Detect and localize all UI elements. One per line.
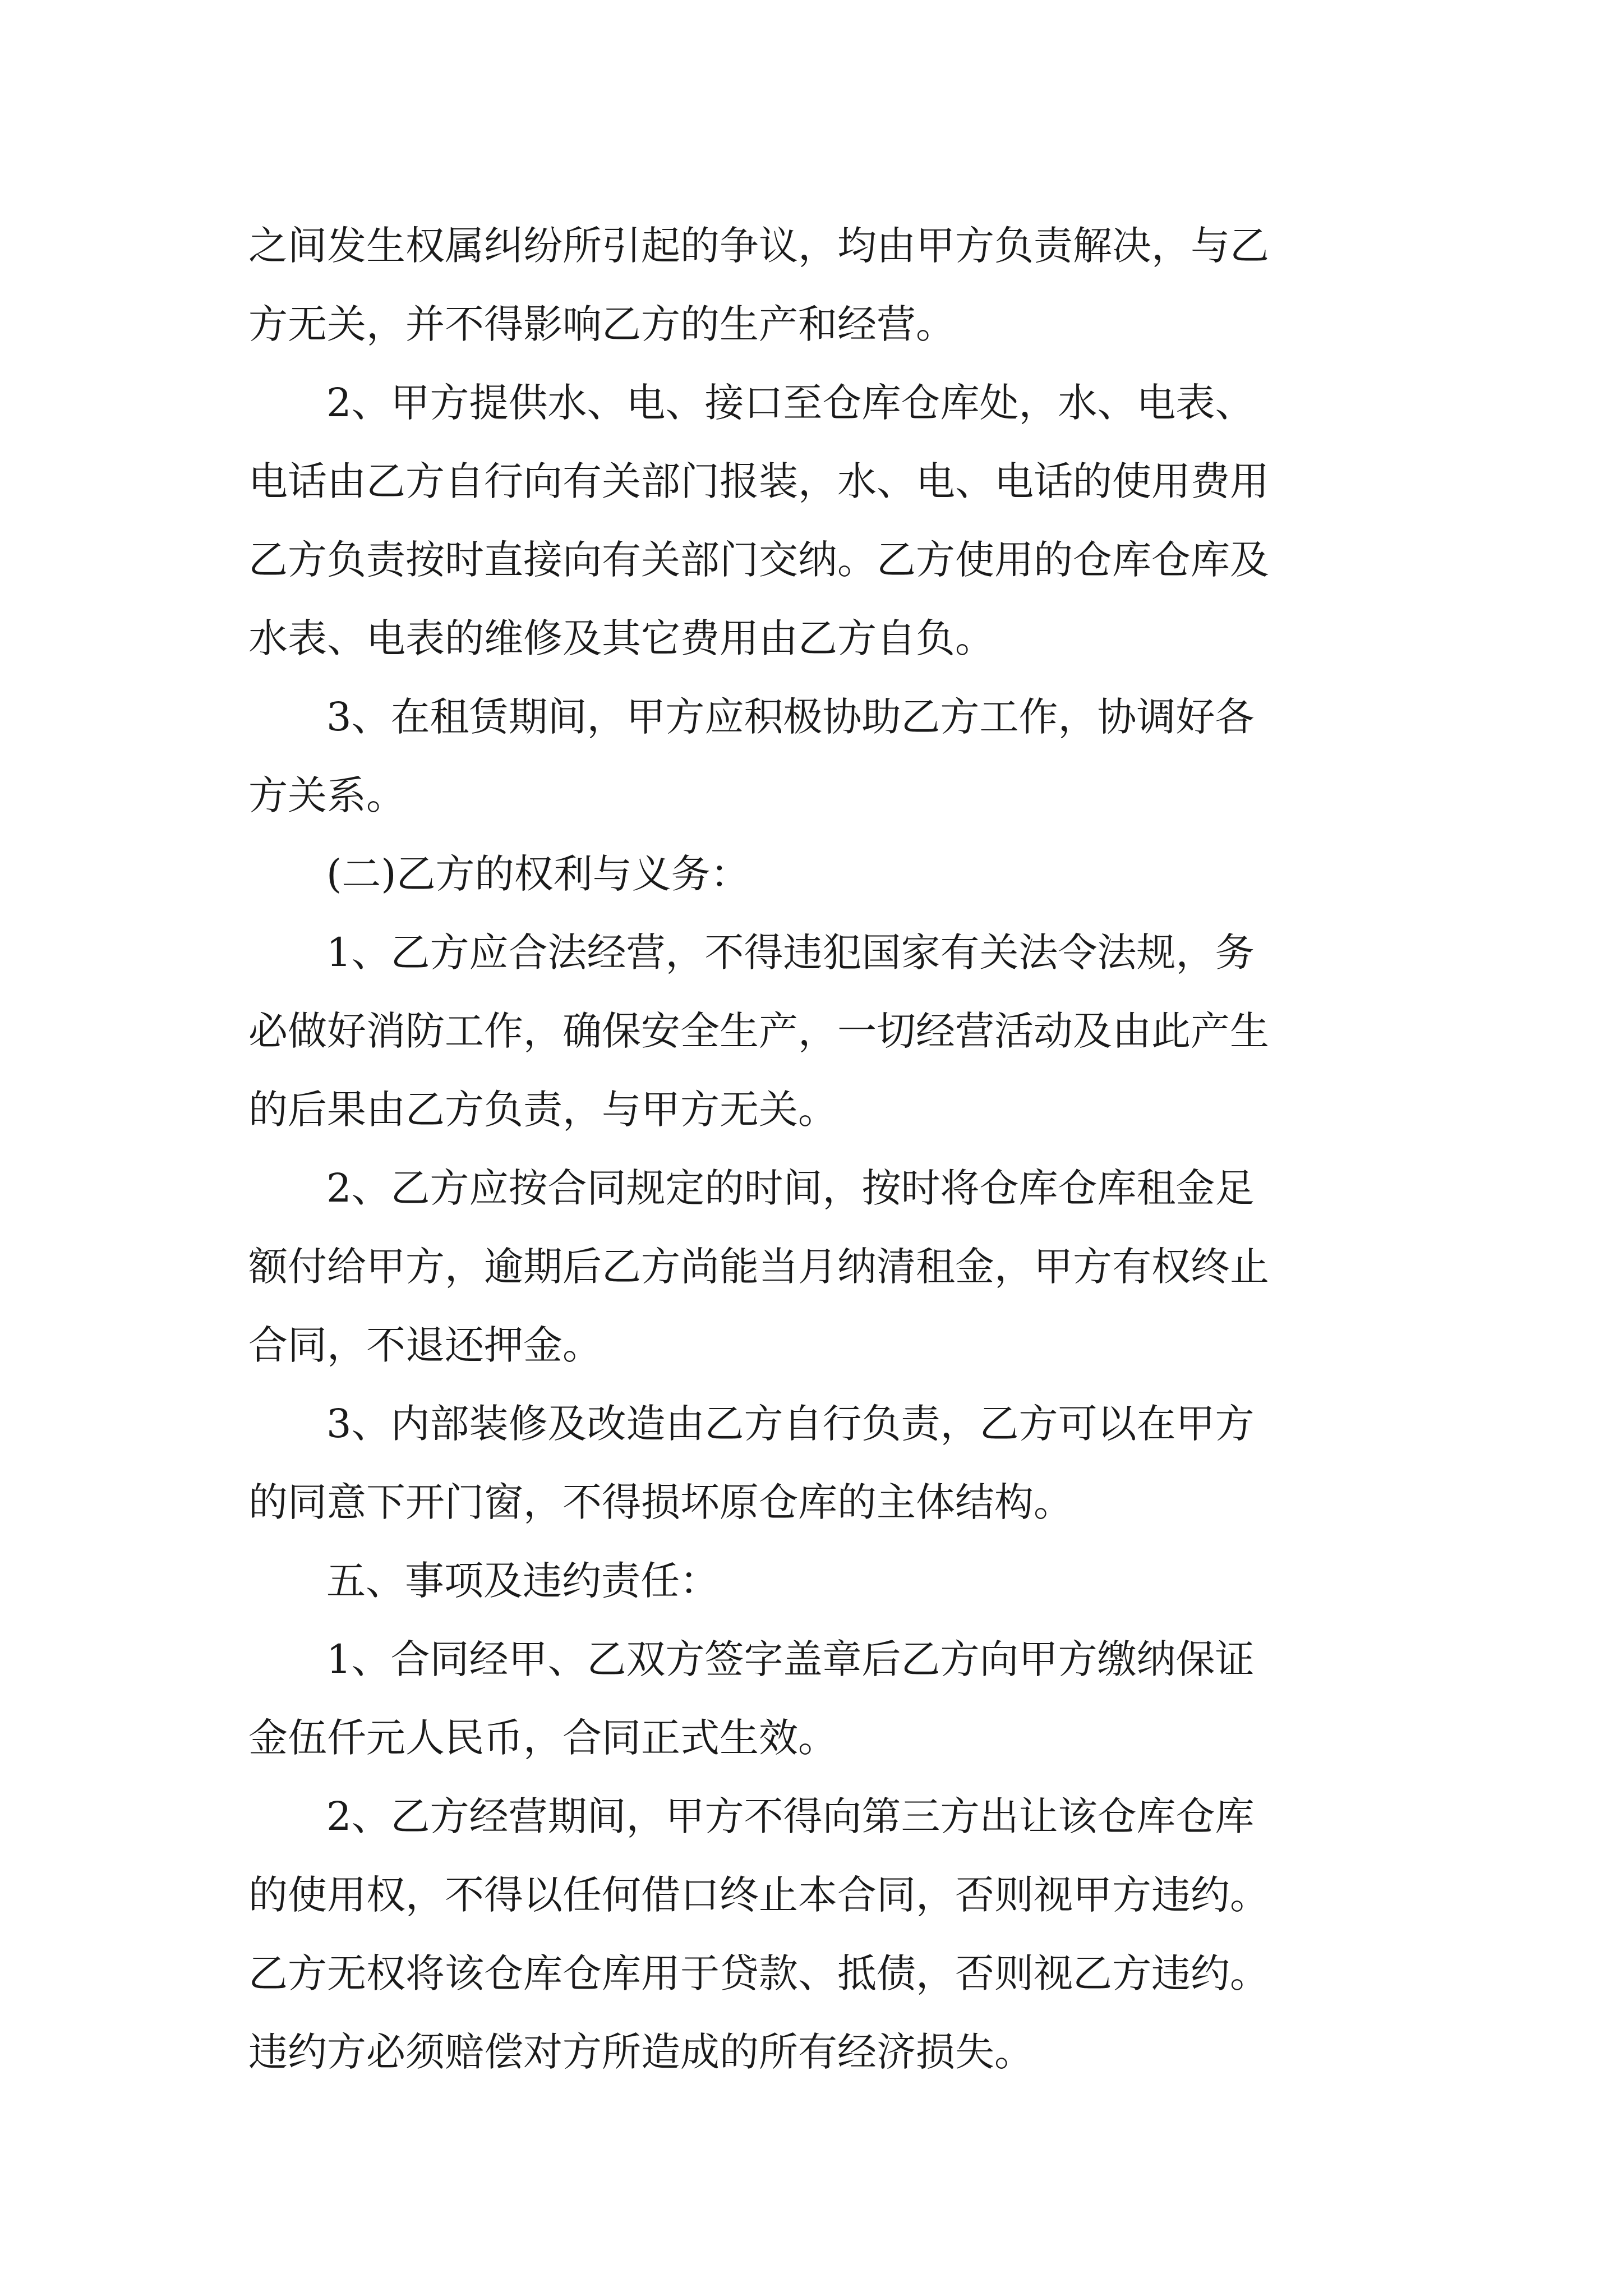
text-line: 必做好消防工作，确保安全生产，一切经营活动及由此产生 [248,1008,1269,1054]
text-line: 合同，不退还押金。 [248,1322,602,1368]
text-line: 金伍仟元人民币，合同正式生效。 [248,1715,837,1761]
text-line: 电话由乙方自行向有关部门报装，水、电、电话的使用费用 [248,458,1269,504]
text-line: 方关系。 [248,772,405,818]
text-line: 2、乙方应按合同规定的时间，按时将仓库仓库租金足 [326,1165,1255,1211]
text-line: 水表、电表的维修及其它费用由乙方自负。 [248,615,994,661]
text-line: 乙方无权将该仓库仓库用于贷款、抵债，否则视乙方违约。 [248,1950,1269,1996]
text-line: 的使用权，不得以任何借口终止本合同，否则视甲方违约。 [248,1872,1269,1918]
text-line: 乙方负责按时直接向有关部门交纳。乙方使用的仓库仓库及 [248,537,1269,583]
text-line: 2、甲方提供水、电、接口至仓库仓库处，水、电表、 [326,380,1255,426]
text-line: 2、乙方经营期间，甲方不得向第三方出让该仓库仓库 [326,1793,1255,1839]
text-line: 的后果由乙方负责，与甲方无关。 [248,1087,837,1133]
text-line: 之间发生权属纠纷所引起的争议，均由甲方负责解决，与乙 [248,223,1269,269]
text-line: 1、乙方应合法经营，不得违犯国家有关法令法规，务 [326,930,1255,976]
text-line: 的同意下开门窗，不得损坏原仓库的主体结构。 [248,1479,1073,1525]
section-heading: 五、事项及违约责任： [326,1558,719,1604]
text-line: 方无关，并不得影响乙方的生产和经营。 [248,301,955,347]
text-line: 1、合同经甲、乙双方签字盖章后乙方向甲方缴纳保证 [326,1636,1255,1682]
section-heading: (二)乙方的权利与义务： [326,851,750,897]
text-line: 3、在租赁期间，甲方应积极协助乙方工作，协调好各 [326,694,1255,740]
text-line: 额付给甲方，逾期后乙方尚能当月纳清租金，甲方有权终止 [248,1244,1269,1290]
text-line: 违约方必须赔偿对方所造成的所有经济损失。 [248,2029,1034,2075]
text-line: 3、内部装修及改造由乙方自行负责，乙方可以在甲方 [326,1401,1255,1447]
